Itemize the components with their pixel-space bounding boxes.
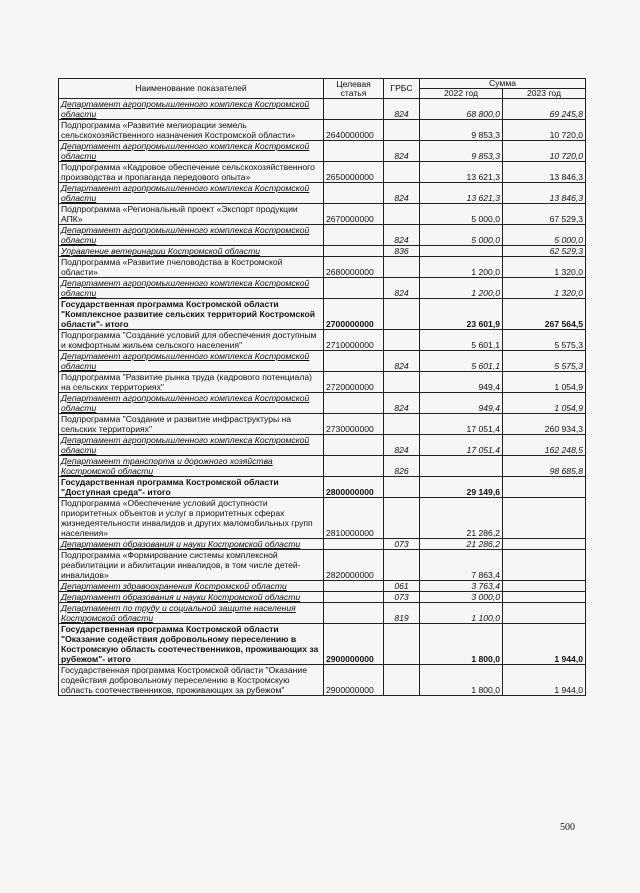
row-target-code: 2810000000	[324, 498, 384, 539]
row-sum-2023	[503, 592, 586, 603]
row-grbs: 061	[384, 581, 420, 592]
row-sum-2022: 5 601,1	[420, 330, 503, 351]
row-name: Департамент агропромышленного комплекса Костромской области	[59, 183, 324, 204]
row-target-code	[324, 435, 384, 456]
row-name: Подпрограмма «Развитие пчеловодства в Костромской области»	[59, 257, 324, 278]
row-name: Департамент агропромышленного комплекса Костромской области	[59, 351, 324, 372]
row-target-code	[324, 351, 384, 372]
row-target-code	[324, 581, 384, 592]
row-target-code	[324, 99, 384, 120]
row-target-code: 2720000000	[324, 372, 384, 393]
row-name: Подпрограмма "Создание и развитие инфраструктуры на сельских территориях"	[59, 414, 324, 435]
table-row	[59, 550, 586, 581]
table-row	[59, 278, 586, 299]
row-name: Подпрограмма «Формирование системы комплексной реабилитации и абилитации инвалидов, в том числе детей-инвалидов»	[59, 550, 324, 581]
row-target-code	[324, 183, 384, 204]
row-target-code: 2670000000	[324, 204, 384, 225]
table-row	[59, 372, 586, 393]
table-row	[59, 393, 586, 414]
row-grbs: 824	[384, 225, 420, 246]
row-grbs	[384, 257, 420, 278]
row-sum-2023: 1 320,0	[503, 278, 586, 299]
row-name: Подпрограмма «Развитие мелиорации земель сельскохозяйственного назначения Костромской области»	[59, 120, 324, 141]
row-target-code: 2820000000	[324, 550, 384, 581]
row-grbs	[384, 204, 420, 225]
row-grbs: 826	[384, 456, 420, 477]
row-name: Департамент агропромышленного комплекса Костромской области	[59, 278, 324, 299]
row-name: Департамент образования и науки Костромской области	[59, 592, 324, 603]
row-sum-2023: 10 720,0	[503, 141, 586, 162]
row-sum-2022: 949,4	[420, 393, 503, 414]
row-sum-2023: 10 720,0	[503, 120, 586, 141]
row-grbs: 824	[384, 99, 420, 120]
row-name: Департамент транспорта и дорожного хозяйства Костромской области	[59, 456, 324, 477]
row-name: Государственная программа Костромской области "Оказание содействия добровольному переселению в Костромскую область соотечественников, проживающих за рубежом"- итого	[59, 624, 324, 665]
table-row	[59, 592, 586, 603]
row-target-code	[324, 246, 384, 257]
row-sum-2022: 23 601,9	[420, 299, 503, 330]
table-row	[59, 351, 586, 372]
row-grbs	[384, 665, 420, 696]
row-sum-2023: 98 685,8	[503, 456, 586, 477]
row-target-code	[324, 225, 384, 246]
row-grbs	[384, 372, 420, 393]
row-target-code	[324, 393, 384, 414]
row-sum-2023: 1 320,0	[503, 257, 586, 278]
row-sum-2022: 13 621,3	[420, 162, 503, 183]
row-target-code: 2800000000	[324, 477, 384, 498]
row-sum-2022: 1 200,0	[420, 257, 503, 278]
row-grbs	[384, 120, 420, 141]
row-name: Подпрограмма "Создание условий для обеспечения доступным и комфортным жильем сельского населения"	[59, 330, 324, 351]
table-row	[59, 120, 586, 141]
row-sum-2022: 7 863,4	[420, 550, 503, 581]
table-row	[59, 246, 586, 257]
row-sum-2022: 21 286,2	[420, 539, 503, 550]
header-year-2022: 2022 год	[420, 89, 503, 99]
table-row	[59, 665, 586, 696]
row-grbs	[384, 414, 420, 435]
row-target-code: 2900000000	[324, 624, 384, 665]
row-sum-2022: 17 051,4	[420, 414, 503, 435]
row-target-code: 2700000000	[324, 299, 384, 330]
row-grbs: 836	[384, 246, 420, 257]
row-sum-2023: 1 054,9	[503, 372, 586, 393]
row-sum-2022: 3 763,4	[420, 581, 503, 592]
row-target-code	[324, 603, 384, 624]
row-sum-2023: 13 846,3	[503, 162, 586, 183]
row-name: Подпрограмма «Обеспечение условий доступности приоритетных объектов и услуг в приоритетных сферах жизнедеятельности инвалидов и других маломобильных групп населения»	[59, 498, 324, 539]
table-row	[59, 603, 586, 624]
row-name: Департамент агропромышленного комплекса Костромской области	[59, 225, 324, 246]
row-grbs: 824	[384, 183, 420, 204]
row-sum-2023: 1 944,0	[503, 665, 586, 696]
table-row	[59, 477, 586, 498]
row-target-code	[324, 539, 384, 550]
row-sum-2022: 1 100,0	[420, 603, 503, 624]
row-name: Государственная программа Костромской области "Оказание содействия добровольному переселению в Костромскую область соотечественников, проживающих за рубежом"	[59, 665, 324, 696]
row-sum-2023: 5 575,3	[503, 330, 586, 351]
row-sum-2022: 3 000,0	[420, 592, 503, 603]
table-row	[59, 141, 586, 162]
row-name: Государственная программа Костромской области "Комплексное развитие сельских территорий Костромской области"- итого	[59, 299, 324, 330]
row-sum-2023: 5 575,3	[503, 351, 586, 372]
row-name: Подпрограмма «Региональный проект «Экспорт продукции АПК»	[59, 204, 324, 225]
row-name: Департамент агропромышленного комплекса Костромской области	[59, 393, 324, 414]
row-sum-2023	[503, 498, 586, 539]
row-grbs	[384, 550, 420, 581]
row-sum-2023: 162 248,5	[503, 435, 586, 456]
table-row	[59, 539, 586, 550]
table-row	[59, 624, 586, 665]
table-row	[59, 257, 586, 278]
row-name: Департамент по труду и социальной защите населения Костромской области	[59, 603, 324, 624]
row-sum-2023: 13 846,3	[503, 183, 586, 204]
row-grbs	[384, 330, 420, 351]
row-sum-2022: 5 000,0	[420, 204, 503, 225]
row-sum-2023: 1 944,0	[503, 624, 586, 665]
row-grbs: 073	[384, 592, 420, 603]
row-sum-2023	[503, 477, 586, 498]
row-grbs: 824	[384, 393, 420, 414]
header-year-2023: 2023 год	[503, 89, 586, 99]
row-grbs: 824	[384, 278, 420, 299]
row-sum-2023: 69 245,8	[503, 99, 586, 120]
row-sum-2023	[503, 603, 586, 624]
row-sum-2022: 17 051,4	[420, 435, 503, 456]
row-name: Департамент здравоохранения Костромской области	[59, 581, 324, 592]
row-sum-2023: 5 000,0	[503, 225, 586, 246]
header-name: Наименование показателей	[59, 79, 324, 99]
row-target-code: 2650000000	[324, 162, 384, 183]
table-body	[59, 99, 586, 696]
table-row	[59, 456, 586, 477]
row-grbs	[384, 299, 420, 330]
table-row	[59, 299, 586, 330]
row-name: Управление ветеринарии Костромской области	[59, 246, 324, 257]
row-name: Департамент агропромышленного комплекса Костромской области	[59, 435, 324, 456]
table-row	[59, 498, 586, 539]
row-sum-2022: 5 000,0	[420, 225, 503, 246]
row-target-code: 2710000000	[324, 330, 384, 351]
row-target-code: 2640000000	[324, 120, 384, 141]
row-sum-2022: 29 149,6	[420, 477, 503, 498]
row-sum-2022: 1 800,0	[420, 624, 503, 665]
table-row	[59, 225, 586, 246]
row-sum-2022: 9 853,3	[420, 141, 503, 162]
row-sum-2023: 62 529,3	[503, 246, 586, 257]
row-sum-2023: 267 564,5	[503, 299, 586, 330]
row-name: Департамент агропромышленного комплекса Костромской области	[59, 99, 324, 120]
row-target-code: 2900000000	[324, 665, 384, 696]
row-sum-2022: 68 800,0	[420, 99, 503, 120]
row-sum-2023: 1 054,9	[503, 393, 586, 414]
row-sum-2023	[503, 581, 586, 592]
row-name: Подпрограмма "Развитие рынка труда (кадрового потенциала) на сельских территориях"	[59, 372, 324, 393]
row-target-code	[324, 141, 384, 162]
row-sum-2023: 67 529,3	[503, 204, 586, 225]
row-sum-2022: 949,4	[420, 372, 503, 393]
row-name: Государственная программа Костромской области "Доступная среда"- итого	[59, 477, 324, 498]
table-row	[59, 162, 586, 183]
row-target-code	[324, 592, 384, 603]
row-name: Департамент агропромышленного комплекса Костромской области	[59, 141, 324, 162]
table-row	[59, 330, 586, 351]
row-sum-2022: 21 286,2	[420, 498, 503, 539]
row-name: Департамент образования и науки Костромской области	[59, 539, 324, 550]
table-row	[59, 435, 586, 456]
row-sum-2022: 1 200,0	[420, 278, 503, 299]
table-row	[59, 99, 586, 120]
row-grbs: 824	[384, 351, 420, 372]
row-sum-2022: 13 621,3	[420, 183, 503, 204]
row-target-code: 2680000000	[324, 257, 384, 278]
header-target: Целевая статья	[324, 79, 384, 99]
table-row	[59, 183, 586, 204]
row-sum-2023	[503, 539, 586, 550]
row-sum-2023	[503, 550, 586, 581]
header-grbs: ГРБС	[384, 79, 420, 99]
row-sum-2023: 260 934,3	[503, 414, 586, 435]
row-sum-2022: 1 800,0	[420, 665, 503, 696]
row-name: Подпрограмма «Кадровое обеспечение сельскохозяйственного производства и пропаганда передового опыта»	[59, 162, 324, 183]
row-grbs	[384, 162, 420, 183]
page-number: 500	[560, 822, 575, 833]
row-sum-2022	[420, 456, 503, 477]
row-grbs: 824	[384, 435, 420, 456]
row-target-code	[324, 456, 384, 477]
budget-table	[58, 78, 586, 696]
row-target-code	[324, 278, 384, 299]
row-sum-2022: 5 601,1	[420, 351, 503, 372]
row-grbs	[384, 477, 420, 498]
row-grbs: 819	[384, 603, 420, 624]
header-sum: Сумма	[420, 79, 586, 89]
row-grbs: 824	[384, 141, 420, 162]
table-row	[59, 204, 586, 225]
row-grbs	[384, 498, 420, 539]
row-grbs	[384, 624, 420, 665]
row-sum-2022: 9 853,3	[420, 120, 503, 141]
row-sum-2022	[420, 246, 503, 257]
table-row	[59, 581, 586, 592]
row-grbs: 073	[384, 539, 420, 550]
row-target-code: 2730000000	[324, 414, 384, 435]
table-row	[59, 414, 586, 435]
